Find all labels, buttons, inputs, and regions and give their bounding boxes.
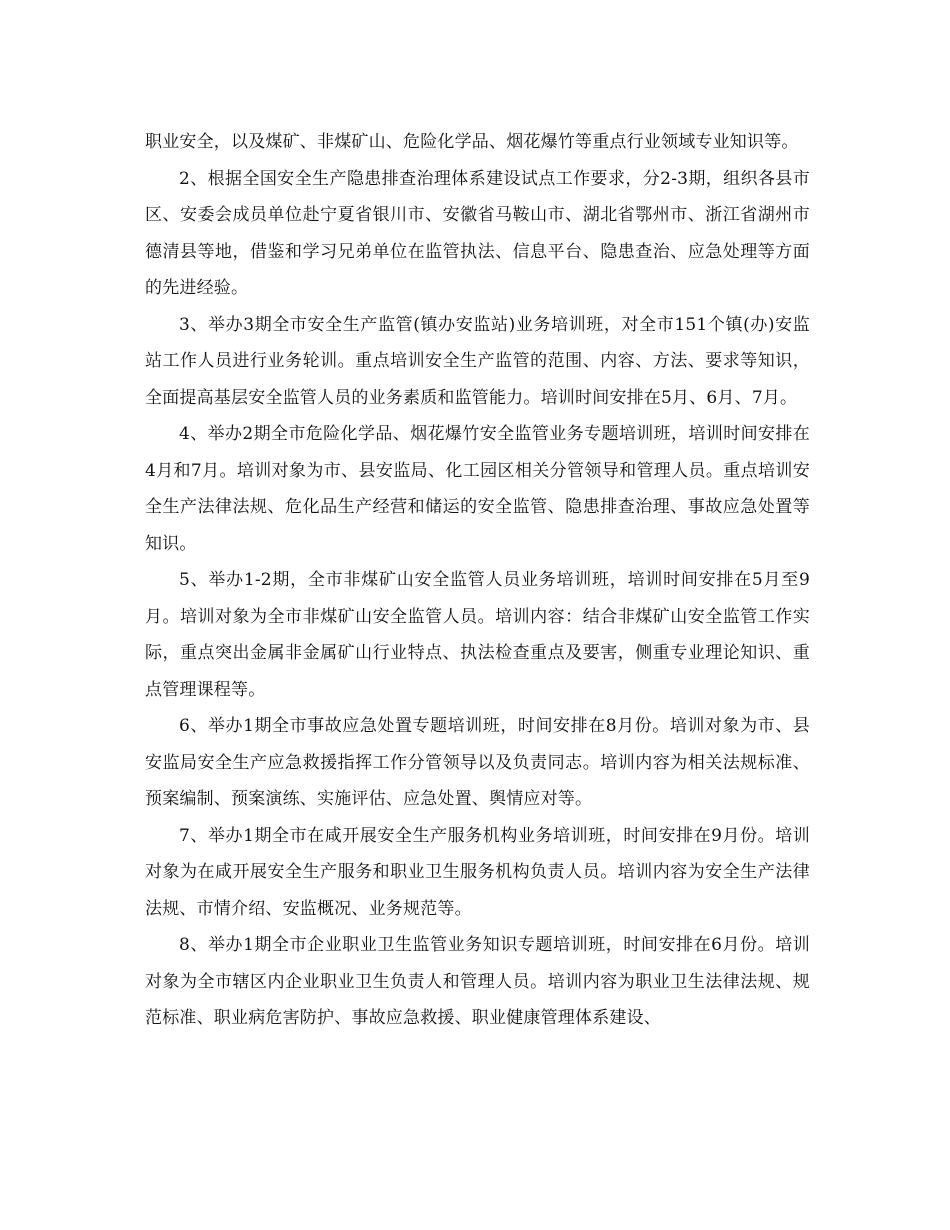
paragraph-continuation: 职业安全，以及煤矿、非煤矿山、危险化学品、烟花爆竹等重点行业领域专业知识等。 [145, 132, 799, 152]
paragraph-item-6: 6、举办1期全市事故应急处置专题培训班，时间安排在8月份。培训对象为市、县安监局安全生产应急救援指挥工作分管领导以及负责同志。培训内容为相关法规标准、预案编制、预案演练、实施评估、应急处置、舆情应对等。 [145, 716, 810, 809]
paragraph-item-2: 2、根据全国安全生产隐患排查治理体系建设试点工作要求，分2-3期，组织各县市区、安委会成员单位赴宁夏省银川市、安徽省马鞍山市、湖北省鄂州市、浙江省湖州市德清县等地，借鉴和学习兄弟单位在监管执法、信息平台、隐患查治、应急处理等方面的先进经验。 [145, 168, 810, 298]
paragraph-item-5: 5、举办1-2期，全市非煤矿山安全监管人员业务培训班，培训时间安排在5月至9月。培训对象为全市非煤矿山安全监管人员。培训内容：结合非煤矿山安全监管工作实际，重点突出金属非金属矿山行业特点、执法检查重点及要害，侧重专业理论知识、重点管理课程等。 [145, 570, 810, 700]
document-body [145, 124, 810, 1037]
paragraph-item-3: 3、举办3期全市安全生产监管(镇办安监站)业务培训班，对全市151个镇(办)安监站工作人员进行业务轮训。重点培训安全生产监管的范围、内容、方法、要求等知识，全面提高基层安全监管人员的业务素质和监管能力。培训时间安排在5月、6月、7月。 [145, 314, 810, 408]
paragraph-item-7: 7、举办1期全市在咸开展安全生产服务机构业务培训班，时间安排在9月份。培训对象为在咸开展安全生产服务和职业卫生服务机构负责人员。培训内容为安全生产法律法规、市情介绍、安监概况、业务规范等。 [145, 825, 810, 919]
paragraph-item-8: 8、举办1期全市企业职业卫生监管业务知识专题培训班，时间安排在6月份。培训对象为全市辖区内企业职业卫生负责人和管理人员。培训内容为职业卫生法律法规、规范标准、职业病危害防护、事故应急救援、职业健康管理体系建设、 [145, 935, 810, 1028]
paragraph-item-4: 4、举办2期全市危险化学品、烟花爆竹安全监管业务专题培训班，培训时间安排在4月和7月。培训对象为市、县安监局、化工园区相关分管领导和管理人员。重点培训安全生产法律法规、危化品生产经营和储运的安全监管、隐患排查治理、事故应急处置等知识。 [145, 424, 810, 554]
